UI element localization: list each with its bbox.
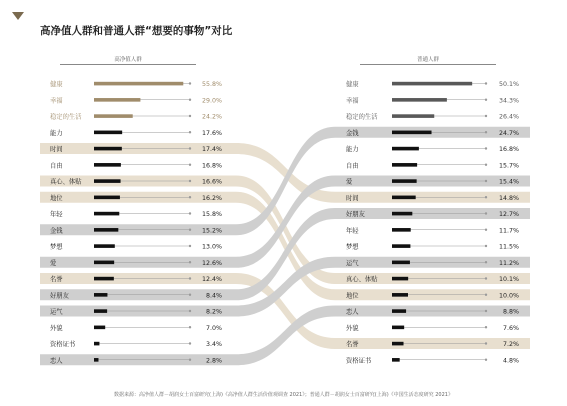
left-value-label-17: 2.8%	[206, 357, 222, 365]
right-track-end-11	[485, 261, 487, 263]
right-bar-14	[392, 309, 406, 313]
left-bar-12	[94, 277, 114, 281]
left-value-label-10: 13.0%	[201, 243, 222, 251]
left-track-end-10	[189, 245, 191, 247]
left-value-label-4: 17.4%	[201, 146, 222, 153]
left-value-label-0: 55.8%	[201, 81, 222, 88]
left-bar-16	[94, 342, 99, 346]
left-category-label-4: 时间	[50, 146, 63, 153]
left-category-label-17: 恋人	[50, 357, 63, 365]
right-value-label-0: 50.1%	[498, 81, 519, 88]
right-bar-8	[392, 212, 412, 216]
right-bar-3	[392, 131, 432, 135]
right-category-label-0: 健康	[346, 81, 359, 88]
left-panel	[40, 79, 236, 365]
right-category-label-3: 金钱	[346, 129, 359, 137]
right-category-label-11: 运气	[346, 259, 359, 267]
left-category-label-5: 自由	[50, 162, 63, 170]
right-value-label-1: 34.3%	[498, 97, 519, 105]
left-panel-header: 高净值人群	[114, 57, 142, 63]
right-value-label-7: 14.8%	[498, 194, 519, 202]
right-value-label-17: 4.8%	[503, 357, 519, 365]
right-value-label-8: 12.7%	[498, 211, 519, 218]
right-track-end-4	[485, 147, 487, 149]
right-category-label-7: 时间	[346, 194, 359, 202]
right-value-label-11: 11.2%	[498, 259, 519, 267]
left-track-end-13	[189, 294, 191, 296]
left-value-label-8: 15.8%	[201, 211, 222, 218]
left-track-end-14	[189, 310, 191, 312]
right-category-label-10: 梦想	[346, 243, 359, 251]
left-category-label-13: 好朋友	[50, 292, 69, 300]
left-category-label-7: 地位	[50, 194, 63, 202]
right-bar-2	[392, 114, 434, 118]
left-value-label-5: 16.8%	[201, 162, 222, 170]
right-track-end-6	[485, 180, 487, 182]
left-bar-8	[94, 212, 119, 216]
right-panel	[335, 79, 530, 364]
right-track-end-3	[485, 131, 487, 133]
right-value-label-6: 15.4%	[498, 178, 519, 186]
right-bar-7	[392, 196, 416, 200]
left-bar-15	[94, 326, 105, 330]
left-value-label-14: 8.2%	[206, 308, 222, 316]
left-category-label-0: 健康	[50, 81, 63, 88]
right-bar-12	[392, 277, 408, 281]
chart-title: 高净值人群和普通人群“想要的事物”对比	[40, 25, 233, 37]
right-bar-1	[392, 98, 447, 102]
right-track-end-1	[485, 99, 487, 101]
connector-ribbon-0	[236, 143, 335, 203]
left-track-end-4	[189, 147, 191, 149]
right-category-label-5: 自由	[346, 162, 359, 170]
right-value-label-2: 26.4%	[498, 113, 519, 121]
right-category-label-12: 真心、体贴	[346, 276, 378, 283]
right-value-label-12: 10.1%	[498, 276, 519, 283]
left-category-label-6: 真心、体贴	[50, 178, 82, 186]
right-bar-15	[392, 326, 404, 330]
right-category-label-1: 幸福	[346, 97, 359, 105]
left-value-label-3: 17.6%	[201, 129, 222, 137]
right-category-label-14: 恋人	[346, 308, 359, 316]
left-track-end-16	[189, 342, 191, 344]
connector-group	[236, 127, 335, 366]
left-category-label-12: 名誉	[50, 276, 63, 283]
left-bar-3	[94, 131, 122, 135]
left-track-end-9	[189, 229, 191, 231]
right-bar-16	[392, 342, 404, 346]
right-category-label-6: 爱	[346, 178, 353, 186]
left-track-end-15	[189, 326, 191, 328]
left-bar-10	[94, 244, 115, 248]
right-category-label-16: 名誉	[346, 341, 359, 348]
right-category-label-2: 稳定的生活	[346, 113, 378, 121]
right-bar-4	[392, 147, 419, 151]
left-category-label-16: 资格证书	[50, 341, 76, 348]
left-category-label-3: 能力	[50, 129, 63, 137]
left-bar-14	[94, 309, 107, 313]
left-track-end-12	[189, 277, 191, 279]
left-category-label-11: 爱	[50, 259, 57, 267]
right-value-label-4: 16.8%	[498, 146, 519, 153]
left-track-end-3	[189, 131, 191, 133]
right-category-label-15: 外貌	[346, 324, 359, 332]
right-bar-17	[392, 358, 400, 362]
left-bar-6	[94, 179, 121, 183]
right-track-end-12	[485, 277, 487, 279]
left-category-label-14: 运气	[50, 308, 63, 316]
right-track-end-2	[485, 115, 487, 117]
left-bar-11	[94, 261, 114, 265]
left-bar-7	[94, 196, 120, 200]
left-bar-4	[94, 147, 122, 151]
right-track-end-9	[485, 229, 487, 231]
left-value-label-12: 12.4%	[201, 276, 222, 283]
right-panel-header: 普通人群	[416, 57, 439, 63]
right-track-end-17	[485, 359, 487, 361]
right-bar-0	[392, 82, 472, 86]
right-bar-10	[392, 244, 410, 248]
left-category-label-9: 金钱	[50, 227, 63, 235]
right-value-label-16: 7.2%	[503, 341, 519, 348]
left-bar-13	[94, 293, 107, 297]
right-track-end-8	[485, 212, 487, 214]
right-value-label-9: 11.7%	[498, 227, 519, 235]
left-value-label-9: 15.2%	[201, 227, 222, 235]
right-bar-11	[392, 261, 410, 265]
right-track-end-7	[485, 196, 487, 198]
left-value-label-16: 3.4%	[206, 341, 222, 348]
right-value-label-10: 11.5%	[498, 243, 519, 251]
left-category-label-8: 年轻	[50, 211, 63, 218]
right-value-label-14: 8.8%	[503, 308, 519, 316]
left-value-label-1: 29.0%	[201, 97, 222, 105]
right-track-end-16	[485, 342, 487, 344]
right-track-end-5	[485, 164, 487, 166]
left-track-end-11	[189, 261, 191, 263]
right-category-label-4: 能力	[346, 146, 359, 153]
left-bar-0	[94, 82, 183, 86]
right-value-label-15: 7.6%	[503, 324, 519, 332]
left-value-label-7: 16.2%	[201, 194, 222, 202]
right-track-end-10	[485, 245, 487, 247]
right-value-label-13: 10.0%	[498, 292, 519, 300]
left-track-end-5	[189, 164, 191, 166]
left-value-label-15: 7.0%	[206, 324, 222, 332]
left-value-label-11: 12.6%	[201, 259, 222, 267]
left-bar-17	[94, 358, 98, 362]
right-track-end-14	[485, 310, 487, 312]
left-value-label-2: 24.2%	[201, 113, 222, 121]
left-category-label-10: 梦想	[50, 243, 63, 251]
right-track-end-0	[485, 82, 487, 84]
left-category-label-1: 幸福	[50, 97, 63, 105]
left-track-end-0	[189, 82, 191, 84]
right-value-label-3: 24.7%	[498, 129, 519, 137]
left-track-end-1	[189, 99, 191, 101]
right-bar-6	[392, 179, 417, 183]
left-bar-9	[94, 228, 118, 232]
right-bar-5	[392, 163, 417, 167]
left-value-label-6: 16.6%	[201, 178, 222, 186]
left-value-label-13: 8.4%	[206, 292, 222, 300]
left-track-end-7	[189, 196, 191, 198]
left-track-end-2	[189, 115, 191, 117]
right-track-end-15	[485, 326, 487, 328]
left-track-end-6	[189, 180, 191, 182]
right-bar-13	[392, 293, 408, 297]
right-value-label-5: 15.7%	[498, 162, 519, 170]
left-bar-1	[94, 98, 140, 102]
left-track-end-17	[189, 359, 191, 361]
left-category-label-2: 稳定的生活	[50, 113, 82, 121]
right-track-end-13	[485, 294, 487, 296]
left-category-label-15: 外貌	[50, 324, 63, 332]
right-category-label-9: 年轻	[346, 227, 359, 235]
left-bar-5	[94, 163, 121, 167]
right-bar-9	[392, 228, 411, 232]
right-category-label-8: 好朋友	[346, 211, 365, 218]
right-category-label-13: 地位	[346, 292, 359, 300]
left-bar-2	[94, 114, 133, 118]
left-track-end-8	[189, 212, 191, 214]
right-category-label-17: 资格证书	[346, 357, 372, 365]
source-note: 数据来源：高净值人群－胡润女士百富研究(上海)《高净值人群生活价值观调查 2021》；普通人群－胡润女士百富研究(上海)《中国生活态度研究 2021》	[114, 392, 453, 398]
